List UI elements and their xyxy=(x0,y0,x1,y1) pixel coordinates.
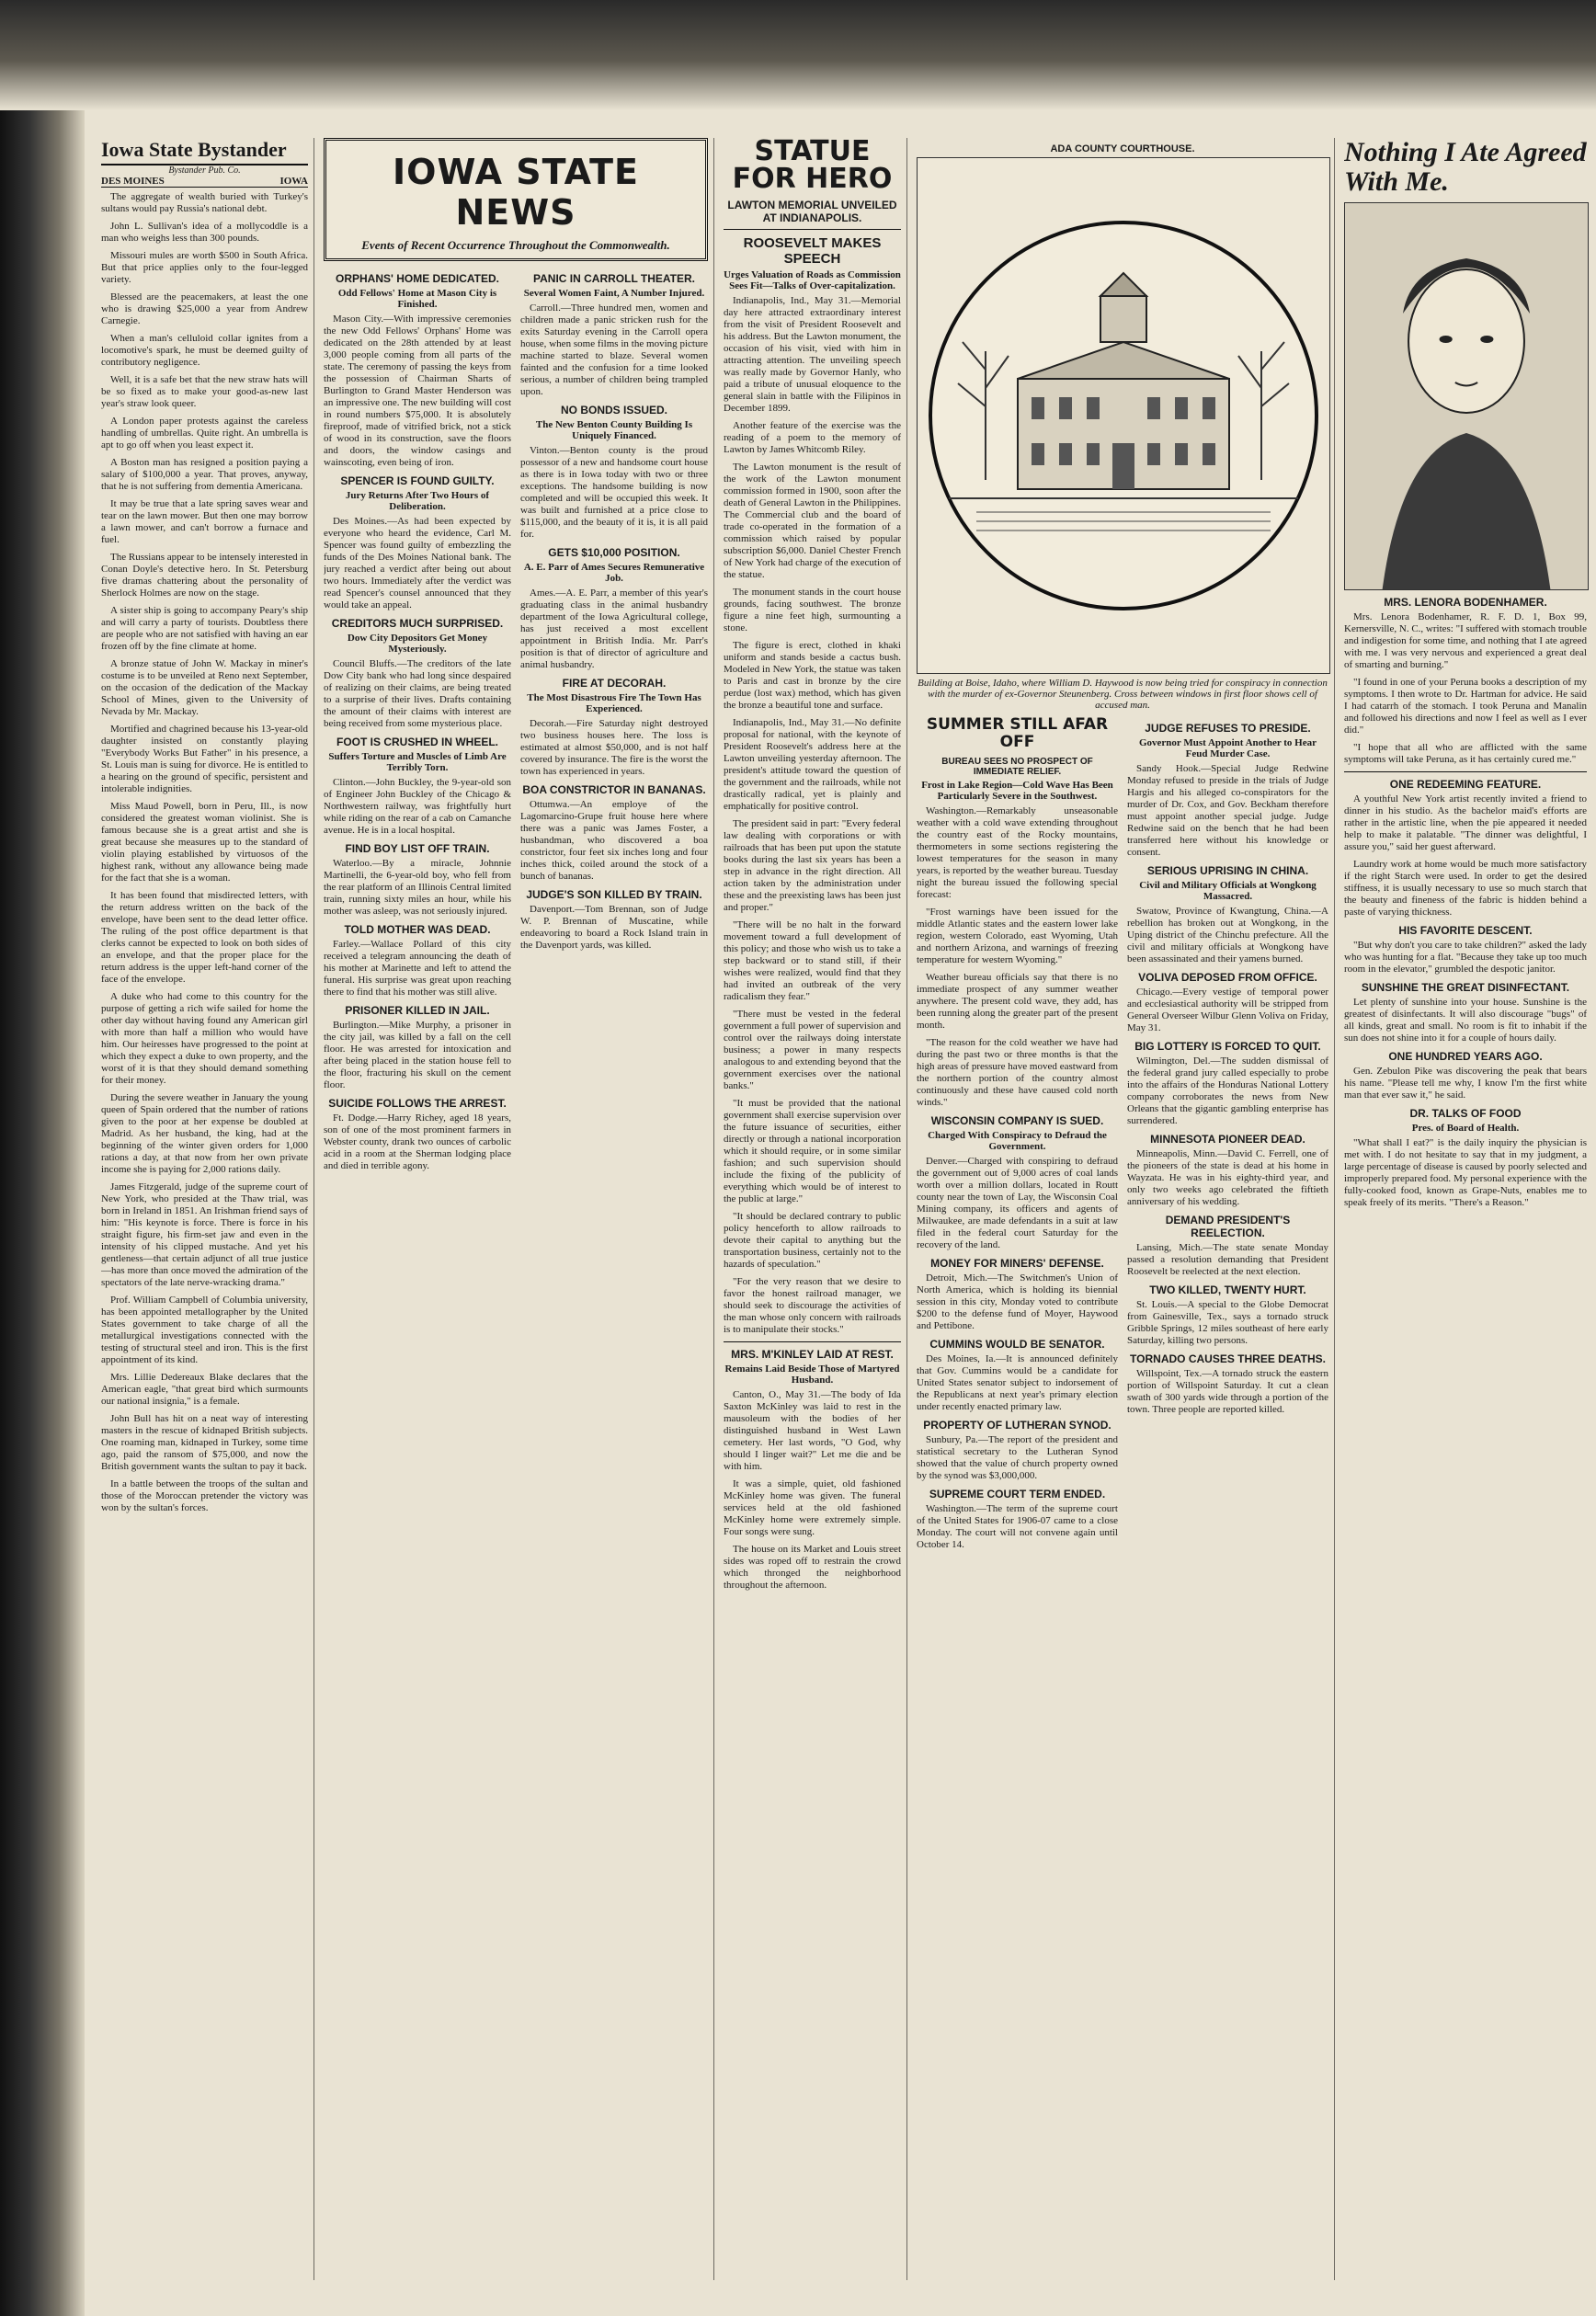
mckinley-rule xyxy=(724,1341,901,1342)
hero-paragraph: "For the very reason that we desire to favor the honest railroad manager, we should seek to discourage the activities of the man whose only concern with railroads is to manipulate their stocks." xyxy=(724,1276,901,1335)
tornado-headline: TORNADO CAUSES THREE DEATHS. xyxy=(1130,1352,1326,1365)
summer-headline: SUMMER STILL AFAR OFF xyxy=(926,715,1109,751)
judge-sub: Governor Must Appoint Another to Hear Feud Murder Case. xyxy=(1138,737,1317,759)
lottery-text: Wilmington, Del.—The sudden dismissal of the federal grand jury called especially to probe into the affairs of the Honduras National Lottery company corroborates the news from New Orleans that the gigantic gambling enterprise has surrendered. xyxy=(1127,1055,1328,1126)
laundry-text: Laundry work at home would be much more satisfactory if the right Starch were used. In order to get the desired stiffness, it is usually necessary to use so much starch that the beauty and fineness of the fabric is hidden behind a paste of varying thickness. xyxy=(1344,859,1587,918)
ad-paragraph: "I hope that all who are afflicted with the same symptoms will take Peruna, as it has certainly cured me." xyxy=(1344,742,1587,765)
state-news-column xyxy=(324,138,714,2280)
article-text: Burlington.—Mike Murphy, a prisoner in the city jail, was killed by a fall on the cell floor. He was arrested for intoxication and after being placed in the station house fell to the floor, fracturing his skull on the cement floor. xyxy=(324,1020,511,1090)
feature-headline: ONE REDEEMING FEATURE. xyxy=(1389,778,1542,791)
bystander-paragraph: John L. Sullivan's idea of a mollycoddle is a man who weighs less than 300 pounds. xyxy=(101,221,308,244)
bystander-paragraph: Well, it is a safe bet that the new straw hats will be so fixed as to make your good-as-new last year's straw look queer. xyxy=(101,374,308,409)
article-subhead: The Most Disastrous Fire The Town Has Experienced. xyxy=(527,692,701,714)
article-headline: FOOT IS CRUSHED IN WHEEL. xyxy=(336,736,498,748)
article-subhead: Jury Returns After Two Hours of Deliberation. xyxy=(345,490,490,512)
hundred-headline: ONE HUNDRED YEARS AGO. xyxy=(1388,1050,1543,1063)
bystander-paragraph: A duke who had come to this country for the purpose of getting a rich wife sailed for home the other day without having found any American girl with more than half a million who would have him. Our heiresses have progressed to the point at which they expect a duke to own property, and the worst of it is that they should demand something for their money. xyxy=(101,991,308,1086)
ad-headline: Nothing I Ate Agreed With Me. xyxy=(1344,138,1587,197)
bystander-place: DES MOINES xyxy=(101,176,165,187)
hero-headline-2: ROOSEVELT MAKES SPEECH xyxy=(743,235,882,267)
bystander-paragraph: A bronze statue of John W. Mackay in miner's costume is to be unveiled at Reno next September, on the occasion of the dedication of the Mackay School of Mines, given to the University of Nevada by Mr. Mackay. xyxy=(101,658,308,717)
article-text: Farley.—Wallace Pollard of this city received a telegram announcing the death of his mother at Marinette and left to attend the funeral. His surprise was great upon reaching there to find that his mother was still alive. xyxy=(324,939,511,998)
bystander-paragraph: A Boston man has resigned a position paying a salary of $100,000 a year. That proves, anyway, that he is not suffering from dementia Americana. xyxy=(101,457,308,492)
ad-person-name: MRS. LENORA BODENHAMER. xyxy=(1384,596,1547,609)
bystander-paragraph: John Bull has hit on a neat way of interesting masters in the rescue of kidnaped British subjects. One roaming man, kidnaped in Turkey, some time ago, paid the ransom of $75,000, and now the British government wants the sultan to pay it back. xyxy=(101,1413,308,1472)
voliva-text: Chicago.—Every vestige of temporal power and ecclesiastical authority will be stripped from General Overseer Wilbur Glenn Voliva on Friday, May 31. xyxy=(1127,987,1328,1033)
court-headline: SUPREME COURT TERM ENDED. xyxy=(929,1488,1106,1500)
courthouse-illustration xyxy=(917,157,1330,674)
food-sub: Pres. of Board of Health. xyxy=(1411,1123,1520,1134)
courthouse-drawing xyxy=(921,167,1326,664)
state-news-left xyxy=(324,267,511,1178)
article-text: Clinton.—John Buckley, the 9-year-old son of Engineer John Buckley of the Chicago & Northwestern railway, was frightfully hurt while riding on the rear of a cab on Camanche avenue. He is in a local hospital. xyxy=(324,777,511,836)
state-news-body xyxy=(324,267,708,1178)
article-subhead: Several Women Faint, A Number Injured. xyxy=(523,288,705,299)
hero-rule xyxy=(724,229,901,230)
wisconsin-text: Denver.—Charged with conspiring to defraud the government out of 9,000 acres of coal lands worth over a million dollars, located in Routt county near the town of Lay, the Wisconsin Coal Mining company, its officers and agents of Milwaukee, are made defendants in a suit at law filed in the federal court Saturday for the recovery of the land. xyxy=(917,1156,1118,1250)
article-text: Waterloo.—By a miracle, Johnnie Martinelli, the 6-year-old boy, who fell from the rear platform of an Illinois Central limited train, running sixty miles an hour, while his mother was asleep, was not seriously injured. xyxy=(324,858,511,917)
courthouse-left xyxy=(917,716,1118,1557)
courthouse-column xyxy=(917,138,1335,2280)
ad-portrait xyxy=(1344,202,1589,590)
bystander-publisher: Bystander Pub. Co. xyxy=(168,165,241,176)
hero-column xyxy=(724,138,907,2280)
pioneer-headline: MINNESOTA PIONEER DEAD. xyxy=(1150,1133,1305,1146)
courthouse-label: ADA COUNTY COURTHOUSE. xyxy=(1050,143,1195,154)
summer-paragraph: Washington.—Remarkably unseasonable weather with a cold wave extending throughout the country east of the Rocky mountains, thermometers in some sections registering the lowest temperatures for the season in many years, is reported by the weather bureau. Tuesday night the bureau issued the following special forecast: xyxy=(917,805,1118,900)
reelection-text: Lansing, Mich.—The state senate Monday passed a resolution demanding that President Roosevelt be reelected at the next election. xyxy=(1127,1242,1328,1277)
scan-top-edge xyxy=(0,0,1596,110)
hero-paragraph: Indianapolis, Ind., May 31.—No definite proposal for national, with the keynote of President Roosevelt's address here at the Lawton unveiling yesterday afternoon. The president's attitude toward the question of the government and the railroads, while not drastically radical, yet is plainly and emphatically for positive control. xyxy=(724,717,901,812)
judge-headline: JUDGE REFUSES TO PRESIDE. xyxy=(1145,722,1311,735)
hurt-text: St. Louis.—A special to the Globe Democrat from Gainesville, Tex., says a tornado struck Gribble Springs, 12 miles southeast of here early Saturday, killing two persons. xyxy=(1127,1299,1328,1346)
article-text: Mason City.—With impressive ceremonies the new Odd Fellows' Orphans' Home was dedicated on the 28th attended by at least 3,000 people coming from all parts of the state. The ceremony of passing the keys from the possession of Chairman Sharts of Burlington to Grand Master Henderson was an impressive one. The new building will cost in round numbers $75,000. It is absolutely fireproof, made of vitrified brick, not a stick of wood in its construction, save the floors and doors, the window casings and wainscoting, even being of iron. xyxy=(324,314,511,468)
wisconsin-headline: WISCONSIN COMPANY IS SUED. xyxy=(930,1114,1104,1127)
article-headline: PRISONER KILLED IN JAIL. xyxy=(345,1004,490,1017)
article-headline: TOLD MOTHER WAS DEAD. xyxy=(344,923,491,936)
portrait-drawing xyxy=(1345,203,1588,589)
bystander-paragraphs xyxy=(101,191,308,1514)
mckinley-paragraph: It was a simple, quiet, old fashioned McKinley home was given. The funeral services held at the old fashioned McKinley home were extremely simple. Four songs were sung. xyxy=(724,1478,901,1537)
ad-rule-1 xyxy=(1344,771,1587,772)
bystander-paragraph: It has been found that misdirected letters, with the return address written on the back of the envelope, have been sent to the dead letter office. The ruling of the post office department is that clerks cannot be expected to look on both sides of an envelope, and that the proper place for the return address is the upper left-hand corner of the face of the envelope. xyxy=(101,890,308,985)
article-subhead: Odd Fellows' Home at Mason City is Finished. xyxy=(337,288,497,310)
courthouse-right xyxy=(1127,716,1328,1557)
food-headline: DR. TALKS OF FOOD xyxy=(1409,1107,1522,1120)
bystander-paragraph: In a battle between the troops of the sultan and those of the Moroccan pretender the victory was won by the sultan's forces. xyxy=(101,1478,308,1513)
hero-paragraph: "There must be vested in the federal government a full power of supervision and control over the railways doing interstate business; a power in many respects analogous to and extending beyond that the government exercises over the national banks." xyxy=(724,1009,901,1091)
state-news-deck: Events of Recent Occurrence Throughout the Commonwealth. xyxy=(361,238,670,252)
bystander-paragraph: The aggregate of wealth buried with Turkey's sultans would pay Russia's national debt. xyxy=(101,191,308,214)
article-subhead: A. E. Parr of Ames Secures Remunerative Job. xyxy=(523,562,705,584)
hero-paragraph: The president said in part: "Every federal law dealing with corporations or with railroads that has been put upon the statute books during the last six years has been a step in advance in the right direction. All action taken by the administration under these and the preexisting laws has been just and proper." xyxy=(724,818,901,913)
article-headline: PANIC IN CARROLL THEATER. xyxy=(533,272,695,285)
state-news-title: IOWA STATE NEWS xyxy=(393,152,639,233)
china-text: Swatow, Province of Kwangtung, China.—A rebellion has broken out at Wongkong, in the Uping district of the Chinchu prefecture. All the civil and military officials at Wongkong have been assassinated and their yamens burned. xyxy=(1127,906,1328,964)
china-headline: SERIOUS UPRISING IN CHINA. xyxy=(1146,864,1309,877)
hero-paragraphs xyxy=(724,295,901,1336)
miners-headline: MONEY FOR MINERS' DEFENSE. xyxy=(930,1257,1104,1270)
lutheran-headline: PROPERTY OF LUTHERAN SYNOD. xyxy=(923,1419,1112,1432)
ad-paragraph: "I found in one of your Peruna books a description of my symptoms. I then wrote to Dr. Hartman for advice. He said I had catarrh of the stomach. I took Peruna and Manalin and followed his directions and now I feel as well as I ever did." xyxy=(1344,677,1587,736)
bystander-dateline xyxy=(101,176,308,188)
summer-sub: Frost in Lake Region—Cold Wave Has Been Particularly Severe in the Southwest. xyxy=(921,780,1113,802)
voliva-headline: VOLIVA DEPOSED FROM OFFICE. xyxy=(1138,971,1317,984)
bystander-paragraph: Miss Maud Powell, born in Peru, Ill., is now considered the greatest woman violinist. She is famous because she is a great artist and she is great because she measures up to the standard of violin playing established by virtuosos of the highest rank, without any allowance being made for the fact that she is a woman. xyxy=(101,801,308,884)
descent-headline: HIS FAVORITE DESCENT. xyxy=(1398,924,1533,937)
article-text: Des Moines.—As had been expected by everyone who heard the evidence, Carl M. Spencer was found guilty of embezzling the funds of the Des Moines National bank. The jury reached a verdict after being out about two hours. Immediately after the verdict was read Spencer's counsel announced that they would take an appeal. xyxy=(324,516,511,610)
bystander-state: IOWA xyxy=(279,176,308,187)
pioneer-text: Minneapolis, Minn.—David C. Ferrell, one of the pioneers of the state is dead at his home in Wayzata. He was in his eighty-third year, and only two weeks ago celebrated the fiftieth anniversary of his wedding. xyxy=(1127,1148,1328,1207)
courthouse-caption: Building at Boise, Idaho, where William D. Haywood is now being tried for conspiracy in connection with the murder of ex-Governor Steunenberg. Cross between windows in first floor shows cell of accused man. xyxy=(918,678,1328,711)
summer-paragraph: "The reason for the cold weather we have had during the past two or three months is that the high areas of pressure have moved eastward from the northern portion of the country almost continuously and these have caused cold north winds." xyxy=(917,1037,1118,1108)
article-text: Ames.—A. E. Parr, a member of this year's graduating class in the animal husbandry department of the Iowa Agricultural college, has just received a most excellent appointment in British India. Mr. Parr's position is that of director of agriculture and animal husbandry. xyxy=(520,588,708,670)
article-headline: SUICIDE FOLLOWS THE ARREST. xyxy=(328,1097,507,1110)
article-headline: FIRE AT DECORAH. xyxy=(562,677,667,690)
article-headline: ORPHANS' HOME DEDICATED. xyxy=(336,272,499,285)
state-news-right xyxy=(520,267,708,1178)
summer-paragraphs xyxy=(917,805,1118,1109)
hero-paragraph: The figure is erect, clothed in khaki uniform and stands beside a cactus bush. Modeled in New York, the statue was taken to Paris and cast in bronze by the cire perdue (lost wax) method, which has given the bronze a beautiful tone and surface. xyxy=(724,640,901,711)
mckinley-paragraph: Canton, O., May 31.—The body of Ida Saxton McKinley was laid to rest in the mausoleum with the bodies of her distinguished husband in West Lawn cemetery. Her last words, "O God, why should I linger wait?" Let me die and be with him. xyxy=(724,1389,901,1472)
lutheran-text: Sunbury, Pa.—The report of the president and statistical secretary to the Lutheran Synod showed that the value of church property owned by the synod was $3,000,000. xyxy=(917,1434,1118,1481)
bystander-paragraph: It may be true that a late spring saves wear and tear on the lawn mower. But then one may borrow a lawn mower, and can't borrow a furnace and fuel. xyxy=(101,498,308,545)
bystander-column xyxy=(101,138,314,2280)
hero-deck-2: Urges Valuation of Roads as Commission Sees Fit—Talks of Over-capitalization. xyxy=(724,269,901,291)
descent-text: "But why don't you care to take children?" asked the lady who was hunting for a flat. "Because they take up too much room in the elevator," grumbled the despotic janitor. xyxy=(1344,940,1587,975)
hero-paragraph: "It should be declared contrary to public policy henceforth to allow railroads to devote their capital to anything but the transportation business, certainly not to the hazards of speculation." xyxy=(724,1211,901,1270)
courthouse-body xyxy=(917,716,1328,1557)
bystander-paragraph: Prof. William Campbell of Columbia university, has been appointed metallographer by the United States government to take charge of all the metallurgical investigations connected with the testing of structural steel and iron. This is the first appointment of its kind. xyxy=(101,1295,308,1365)
court-text: Washington.—The term of the supreme court of the United States for 1906-07 came to a close Monday. The court will not convene again until October 14. xyxy=(917,1503,1118,1550)
bystander-masthead: Iowa State Bystander xyxy=(101,138,308,165)
hero-paragraph: The monument stands in the court house grounds, facing southwest. The bronze figure a nine feet high, surmounting a stone. xyxy=(724,587,901,633)
hero-paragraph: Indianapolis, Ind., May 31.—Memorial day here attracted extraordinary interest from the visit of President Roosevelt and his address. But the Lawton monument, the occasion of his visit, vied with him in attracting attention. The unveiling speech was really made by Governor Hanly, who paid a tribute of unusual eloquence to the general slain in battle with the Filipinos in December 1899. xyxy=(724,295,901,414)
judge-text: Sandy Hook.—Special Judge Redwine Monday refused to preside in the trials of Judge Hargis and his alleged co-conspirators for the murder of Dr. Cox, and Gov. Beckham therefore must appoint another special judge. Judge Redwine said on the bench that he had been transferred here without his knowledge or consent. xyxy=(1127,763,1328,858)
article-text: Ottumwa.—An employe of the Lagomarcino-Grupe fruit house here where there was a panic was James Foster, a husbandman, who discovered a boa constrictor, four feet six inches long and four inches thick, coiled around the stock of a bunch of bananas. xyxy=(520,799,708,882)
article-text: Decorah.—Fire Saturday night destroyed two business houses here. The loss is estimated at almost $50,000, and is not half covered by insurance. The fire is the worst the town has experienced in years. xyxy=(520,718,708,777)
lottery-headline: BIG LOTTERY IS FORCED TO QUIT. xyxy=(1134,1040,1321,1053)
article-subhead: Suffers Torture and Muscles of Limb Are Terribly Torn. xyxy=(328,751,507,773)
bystander-paragraph: A London paper protests against the careless handling of umbrellas. Quite right. An umbrella is apt to go off when you least expect it. xyxy=(101,416,308,451)
bystander-paragraph: During the severe weather in January the young queen of Spain ordered that the number of rations given to the poor at her expense be doubled at Madrid. As her husband, the king, had at the beginning of the winter given orders for 1,000 rations a day, at that now from her own private income she is paying for 2,000 rations daily. xyxy=(101,1092,308,1175)
article-headline: JUDGE'S SON KILLED BY TRAIN. xyxy=(526,888,702,901)
article-text: Davenport.—Tom Brennan, son of Judge W. P. Brennan of Muscatine, while endeavoring to board a Rock Island train in the Davenport yards, was killed. xyxy=(520,904,708,951)
scan-left-edge xyxy=(0,0,85,2316)
hero-headline: STATUE FOR HERO xyxy=(732,138,893,195)
article-headline: CREDITORS MUCH SURPRISED. xyxy=(331,617,504,630)
bystander-paragraph: A sister ship is going to accompany Peary's ship and will carry a party of tourists. Doubtless there are people who are not satisfied with having an ear frozen off by the fine climate at home. xyxy=(101,605,308,652)
article-headline: GETS $10,000 POSITION. xyxy=(548,546,680,559)
mckinley-deck: Remains Laid Beside Those of Martyred Husband. xyxy=(724,1363,900,1386)
miners-text: Detroit, Mich.—The Switchmen's Union of North America, which is holding its biennial session in this city, Monday voted to contribute $200 to the defense fund of Moyer, Haywood and Pettibone. xyxy=(917,1272,1118,1331)
bystander-paragraph: Mortified and chagrined because his 13-year-old daughter insisted on constantly playing "Everybody Works But Father" in his presence, a St. Louis man is suing for divorce. He is entitled to a hearing on the ground of specific, persistent and intolerable indignities. xyxy=(101,724,308,794)
bystander-paragraph: James Fitzgerald, judge of the supreme court of New York, who presided at the Thaw trial, was born in Ireland in 1851. An Irishman friend says of him: "His keynote is force. There is force in his straight figure, his firm-set jaw and even in the intensity of his clipped mustache. And yet his gentleness—that certain adjunct of all true justice—has more than once moved the admiration of the spectators of the late nerve-wracking drama." xyxy=(101,1181,308,1288)
bystander-paragraph: Missouri mules are worth $500 in South Africa. But that price applies only to the four-legged variety. xyxy=(101,250,308,285)
state-news-banner xyxy=(324,138,708,261)
bystander-paragraph: Mrs. Lillie Dedereaux Blake declares that the American eagle, "that great bird which surmounts our national insignia," is a female. xyxy=(101,1372,308,1407)
hero-paragraph: Another feature of the exercise was the reading of a poem to the memory of Lawton by James Whitcomb Riley. xyxy=(724,420,901,455)
article-text: Ft. Dodge.—Harry Richey, aged 18 years, son of one of the most prominent farmers in Webster county, drank two ounces of carbolic acid in a room at the Sherman lodging place and died in terrible agony. xyxy=(324,1112,511,1171)
china-sub: Civil and Military Officials at Wongkong Massacred. xyxy=(1139,880,1317,902)
summer-paragraph: Weather bureau officials say that there is no immediate prospect of any summer weather anywhere. The present cold wave, they add, has been running along the greater part of the present month. xyxy=(917,972,1118,1031)
summer-deck: BUREAU SEES NO PROSPECT OF IMMEDIATE RELIEF. xyxy=(941,757,1093,777)
ad-column xyxy=(1344,138,1592,2280)
mckinley-paragraph: The house on its Market and Louis street sides was roped off to restrain the crowd which thronged the neighborhood throughout the afternoon. xyxy=(724,1544,901,1591)
hero-paragraph: "It must be provided that the national government shall exercise supervision over the future issuance of securities, either directly or through a national incorporation which it should require, or in some similar fashion; and such supervision should include the fixing of the publicity of everything which would be of interest to the public at large." xyxy=(724,1098,901,1204)
cummins-text: Des Moines, Ia.—It is announced definitely that Gov. Cummins would be a candidate for United States senator subject to indorsement of the Republicans at next year's primary election under recently enacted primary law. xyxy=(917,1353,1118,1412)
reelection-headline: DEMAND PRESIDENT'S REELECTION. xyxy=(1165,1214,1291,1239)
hero-paragraph: The Lawton monument is the result of the work of the Lawton monument commission formed in 1900, soon after the death of General Lawton in the Philippines. The Commercial club and the board of trade co-operated in the formation of a commission which raised by popular subscription $6,000. Daniel Chester French of New York had charge of the execution of the statue. xyxy=(724,462,901,580)
article-text: Vinton.—Benton county is the proud possessor of a new and handsome court house as there is in Iowa today with two or three exceptions. The handsome building is now completed and will be occupied this week. It was built and furnished at a price close to $115,000, and the beauty of it is, it is all paid for. xyxy=(520,445,708,540)
article-headline: BOA CONSTRICTOR IN BANANAS. xyxy=(522,783,706,796)
article-subhead: Dow City Depositors Get Money Mysteriously. xyxy=(347,633,488,655)
ad-paragraphs xyxy=(1344,611,1587,766)
article-text: Carroll.—Three hundred men, women and children made a panic stricken rush for the exits Saturday evening in the Carroll opera house, when some films in the moving picture machine started to blaze. Several women fainted and the confusion for a time looked serious, a number of children being trampled upon. xyxy=(520,302,708,397)
article-headline: FIND BOY LIST OFF TRAIN. xyxy=(345,842,490,855)
hero-paragraph: "There will be no halt in the forward movement toward a full development of this policy; and those who wish us to take a step backward or to stand still, if their wishes were realized, would find that they had invited an outbreak of the very radicalism they fear." xyxy=(724,919,901,1002)
mckinley-paragraphs xyxy=(724,1389,901,1592)
sunshine-text: Let plenty of sunshine into your house. Sunshine is the greatest of disinfectants. It will also discourage "bugs" of all kinds, great and small. No room is fit to inhabit if the sun does not shine into it for a couple of hours daily. xyxy=(1344,997,1587,1044)
summer-paragraph: "Frost warnings have been issued for the middle Atlantic states and the eastern lower lake region, western Colorado, east Wyoming, Utah and northern Arizona, and warnings of freezing temperature for western Wyoming." xyxy=(917,907,1118,965)
hero-deck: LAWTON MEMORIAL UNVEILED AT INDIANAPOLIS. xyxy=(727,199,897,224)
wisconsin-sub: Charged With Conspiracy to Defraud the Government. xyxy=(928,1130,1107,1152)
feature-text: A youthful New York artist recently invited a friend to dinner in his studio. As the bachelor maid's efforts are rather in the artistic line, when the pie appeared it needed help to make it palatable. "The dinner was delightful, I assure you," said her guest afterward. xyxy=(1344,793,1587,852)
bystander-paragraph: When a man's celluloid collar ignites from a locomotive's spark, he must be deemed guilty of contributory negligence. xyxy=(101,333,308,368)
bystander-paragraph: The Russians appear to be intensely interested in Conan Doyle's detective hero. In St. Petersburg five dramas chattering about the personality of Sherlock Holmes are now on the stage. xyxy=(101,552,308,599)
hurt-headline: TWO KILLED, TWENTY HURT. xyxy=(1149,1283,1306,1296)
bystander-paragraph: Blessed are the peacemakers, at least the one who is drawing $25,000 a year from Andrew Carnegie. xyxy=(101,291,308,326)
article-subhead: The New Benton County Building Is Uniquely Financed. xyxy=(535,419,693,441)
column-grid xyxy=(101,138,1587,2280)
cummins-headline: CUMMINS WOULD BE SENATOR. xyxy=(929,1338,1105,1351)
article-headline: NO BONDS ISSUED. xyxy=(560,404,667,416)
tornado-text: Willspoint, Tex.—A tornado struck the eastern portion of Willspoint Saturday. It cut a clean swath of 300 yards wide through a portion of the town. Three people are reported killed. xyxy=(1127,1368,1328,1415)
article-text: Council Bluffs.—The creditors of the late Dow City bank who had long since despaired of realizing on their claims, are being treated to a surprise of their lives. Drafts containing the amount of their claims with interest are being received from some mysterious place. xyxy=(324,658,511,729)
article-headline: SPENCER IS FOUND GUILTY. xyxy=(340,474,495,487)
sunshine-headline: SUNSHINE THE GREAT DISINFECTANT. xyxy=(1361,981,1570,994)
mckinley-headline: MRS. M'KINLEY LAID AT REST. xyxy=(731,1348,894,1361)
ad-paragraph: Mrs. Lenora Bodenhamer, R. F. D. 1, Box 99, Kernersville, N. C., writes: "I suffered with stomach trouble and indigestion for some time, and nothing that I ate agreed with me. I was very nervous and experienced a great deal of smarting and burning." xyxy=(1344,611,1587,670)
food-text: "What shall I eat?" is the daily inquiry the physician is met with. I do not hesitate to say that in my judgment, a large percentage of disease is caused by poorly selected and improperly prepared food. My personal experience with the fully-cooked food, known as Grape-Nuts, enables me to speak freely of its merits. "There's a Reason." xyxy=(1344,1137,1587,1208)
hundred-text: Gen. Zebulon Pike was discovering the peak that bears his name. "Please tell me why, I know I'm the first white man that ever saw it," he said. xyxy=(1344,1066,1587,1101)
